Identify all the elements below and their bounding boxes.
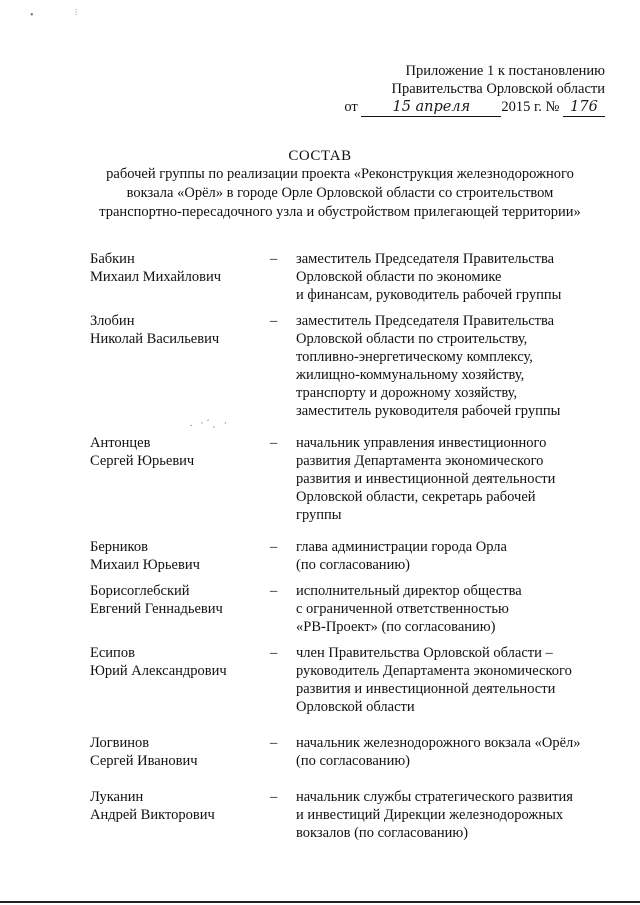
member-name [90,250,280,286]
role-line: заместитель Председателя Правительства [296,251,555,267]
member-name [90,434,280,470]
member-dash: – [270,313,278,329]
scan-speck-mark: • [30,10,34,21]
member-name [90,734,280,770]
role-line: начальник службы стратегического развития [296,789,573,805]
role-line: Орловской области по экономике [296,269,502,285]
member-name [90,312,280,348]
member-name [90,644,280,680]
role-line: развития Департамента экономического [296,453,544,469]
member-surname: Берников [90,539,148,555]
member-dash: – [270,789,278,805]
from-label: от [344,99,358,115]
appendix-line-2: Правительства Орловской области [391,81,605,97]
role-line: Орловской области по строительству, [296,331,528,347]
role-line: топливно-энергетическому комплексу, [296,349,533,365]
member-name [90,538,280,574]
member-name [90,788,280,824]
role-line: (по согласованию) [296,557,410,573]
member-given-names: Михаил Юрьевич [90,557,200,573]
member-dash: – [270,645,278,661]
role-line: руководитель Департамента экономического [296,663,572,679]
role-line: (по согласованию) [296,753,410,769]
role-line: исполнительный директор общества [296,583,522,599]
member-given-names: Николай Васильевич [90,331,220,347]
member-given-names: Юрий Александрович [90,663,227,679]
subtitle-line: транспортно-пересадочного узла и обустройством прилегающей территории» [99,204,581,220]
role-line: член Правительства Орловской области – [296,645,553,661]
member-dash: – [270,735,278,751]
member-role [296,434,616,524]
appendix-header [300,62,605,117]
appendix-date-line [300,98,605,117]
member-role [296,788,616,842]
member-given-names: Андрей Викторович [90,807,215,823]
member-dash: – [270,539,278,555]
member-dash: – [270,435,278,451]
number-sign: № [545,99,560,115]
role-line: жилищно-коммунальному хозяйству, [296,367,525,383]
role-line: Орловской области [296,699,415,715]
member-role [296,312,616,420]
role-line: заместитель руководителя рабочей группы [296,403,561,419]
role-line: развития и инвестиционной деятельности [296,681,556,697]
role-line: с ограниченной ответственностью [296,601,509,617]
member-surname: Есипов [90,645,135,661]
subtitle-line: вокзала «Орёл» в городе Орле Орловской области со строительством [126,185,554,201]
scan-speck-mark: ⁞ [75,8,78,17]
member-name [90,582,280,618]
role-line: Орловской области, секретарь рабочей [296,489,536,505]
role-line: начальник железнодорожного вокзала «Орёл» [296,735,581,751]
member-given-names: Сергей Юрьевич [90,453,195,469]
appendix-line-1: Приложение 1 к постановлению [405,63,605,79]
page-bottom-edge [0,901,640,903]
handwritten-date: 15 апреля [361,98,501,117]
role-line: транспорту и дорожному хозяйству, [296,385,518,401]
member-surname: Луканин [90,789,144,805]
handwritten-number: 176 [563,98,605,117]
document-title: СОСТАВ [288,148,352,164]
document-subtitle [80,165,600,222]
subtitle-line: рабочей группы по реализации проекта «Реконструкция железнодорожного [106,166,574,182]
member-dash: – [270,251,278,267]
role-line: и финансам, руководитель рабочей группы [296,287,562,303]
member-given-names: Михаил Михайлович [90,269,222,285]
member-surname: Логвинов [90,735,150,751]
member-given-names: Сергей Иванович [90,753,198,769]
scan-speck-mark: . ·´ˏ · [190,418,230,428]
member-surname: Антонцев [90,435,151,451]
member-role [296,250,616,304]
member-role [296,644,616,716]
role-line: «РВ-Проект» (по согласованию) [296,619,496,635]
role-line: группы [296,507,342,523]
member-role [296,582,616,636]
member-role [296,538,616,574]
role-line: начальник управления инвестиционного [296,435,547,451]
role-line: развития и инвестиционной деятельности [296,471,556,487]
role-line: вокзалов (по согласованию) [296,825,469,841]
member-surname: Бабкин [90,251,135,267]
year-label: 2015 г. [501,99,542,115]
member-role [296,734,616,770]
role-line: и инвестиций Дирекции железнодорожных [296,807,564,823]
member-surname: Борисоглебский [90,583,190,599]
role-line: заместитель Председателя Правительства [296,313,555,329]
role-line: глава администрации города Орла [296,539,507,555]
member-given-names: Евгений Геннадьевич [90,601,223,617]
member-surname: Злобин [90,313,135,329]
member-dash: – [270,583,278,599]
